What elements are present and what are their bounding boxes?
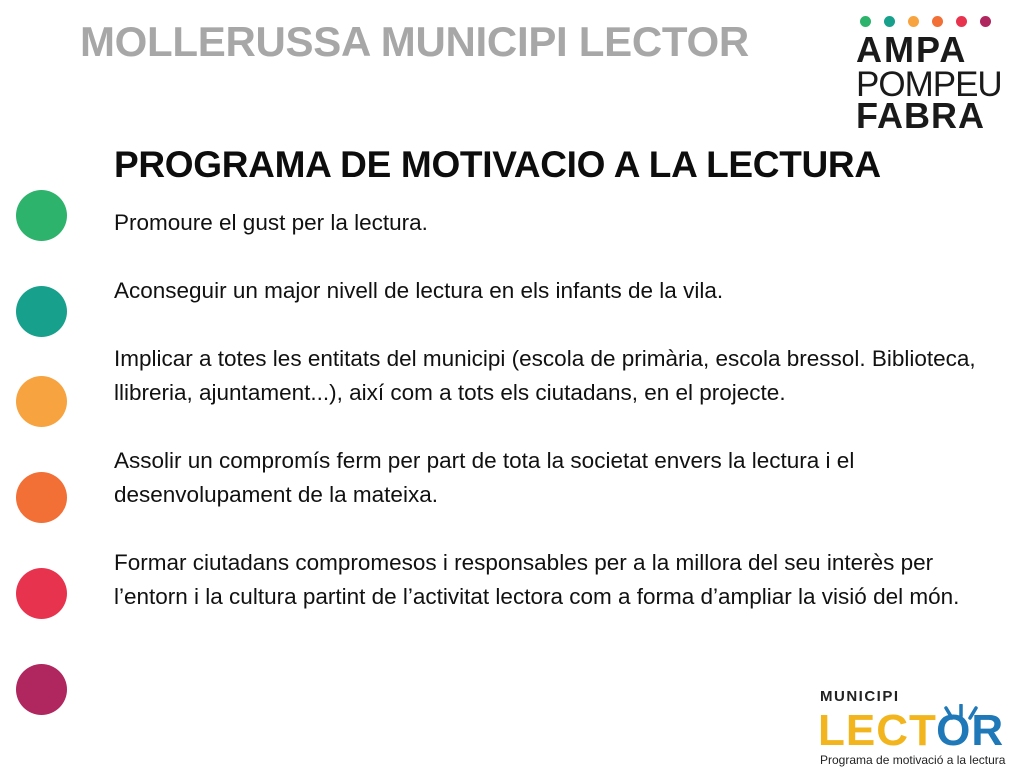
bullet-dot-4 bbox=[16, 472, 67, 523]
ampa-logo-dots bbox=[860, 16, 1000, 30]
objective-item-4: Assolir un compromís ferm per part de tota la societat envers la lectura i el desenvolupament de la mateixa. bbox=[114, 448, 855, 507]
municipi-label: MUNICIPI bbox=[820, 688, 900, 705]
lector-wordmark-part-1: LECT bbox=[818, 706, 937, 755]
bullet-dot-6 bbox=[16, 664, 67, 715]
ampa-dot-4 bbox=[932, 16, 943, 27]
ampa-dot-1 bbox=[860, 16, 871, 27]
objective-item-5: Formar ciutadans compromesos i responsables per a la millora del seu interès per l’entorn i la cultura partint de l’activitat lectora com a forma d’ampliar la visió del món. bbox=[114, 550, 960, 609]
lector-wordmark-part-2: OR bbox=[936, 706, 1005, 755]
page-header-title: MOLLERUSSA MUNICIPI LECTOR bbox=[80, 18, 749, 65]
objective-item-1: Promoure el gust per la lectura. bbox=[114, 210, 428, 235]
bullet-dot-2 bbox=[16, 286, 67, 337]
section-title: PROGRAMA DE MOTIVACIO A LA LECTURA bbox=[114, 144, 881, 185]
ampa-dot-6 bbox=[980, 16, 991, 27]
objective-item-2: Aconseguir un major nivell de lectura en els infants de la vila. bbox=[114, 278, 724, 303]
ampa-logo-line-3: FABRA bbox=[856, 95, 985, 136]
bullet-dot-3 bbox=[16, 376, 67, 427]
ampa-logo-line-2: POMPEU bbox=[856, 65, 1002, 104]
municipi-tagline: Programa de motivació a la lectura bbox=[820, 753, 1006, 767]
objectives-list bbox=[114, 206, 1004, 648]
ampa-dot-5 bbox=[956, 16, 967, 27]
lector-wordmark bbox=[818, 706, 1005, 755]
municipi-lector-logo bbox=[818, 686, 1024, 768]
bullet-dot-5 bbox=[16, 568, 67, 619]
ampa-pompeu-fabra-logo bbox=[852, 14, 1002, 134]
ampa-logo-line-1: AMPA bbox=[856, 29, 968, 70]
bullet-dot-1 bbox=[16, 190, 67, 241]
ampa-dot-2 bbox=[884, 16, 895, 27]
objective-item-3: Implicar a totes les entitats del municipi (escola de primària, escola bressol. Biblioteca, llibreria, ajuntament...), així com a tots els ciutadans, en el projecte. bbox=[114, 346, 976, 405]
ampa-dot-3 bbox=[908, 16, 919, 27]
